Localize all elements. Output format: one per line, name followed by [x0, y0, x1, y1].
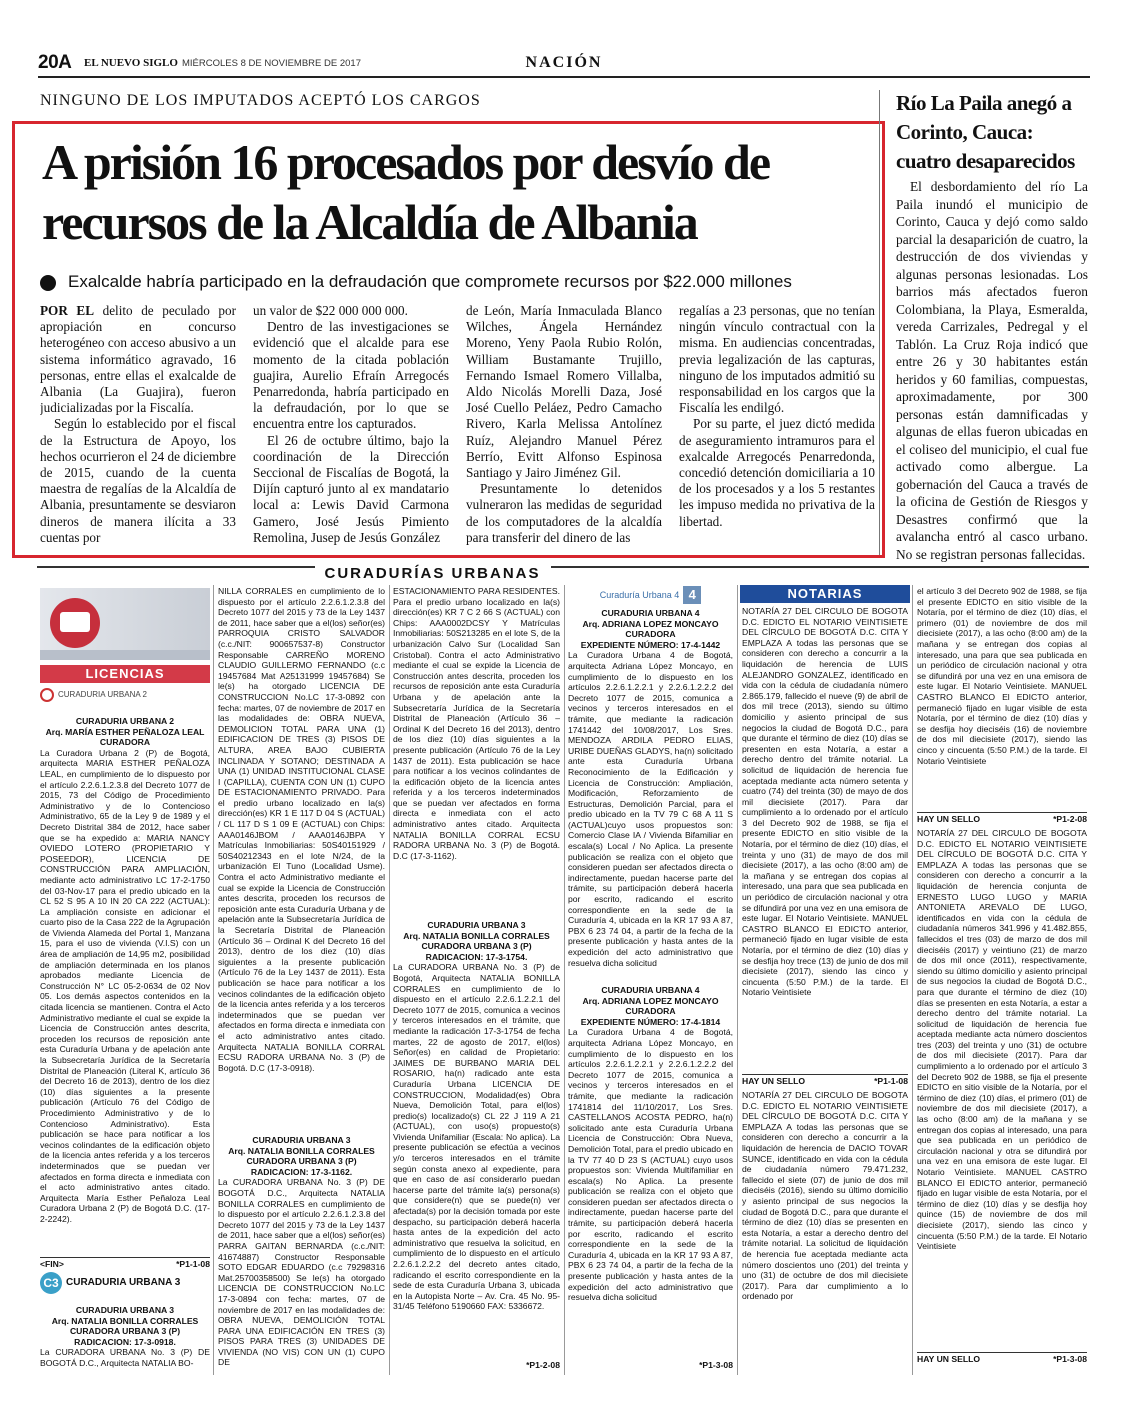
curaduria-4-logo: Curaduría Urbana 4 4	[568, 586, 733, 606]
article-column-3	[466, 303, 662, 548]
ad-curaduria-2: CURADURIA URBANA 2 Arq. MARÍA ESTHER PEÑALOZA LEAL CURADORA La Curadora Urbana 2 (P) de Bogotá, arquitecta MARIA ESTHER PEÑALOZA LEAL, en cumplimiento de lo dispuesto por el artículo 2.2.6.1.2.3.8 del Decreto 1077 de 2015, 73 del Código de Procedimiento Administrativo y de lo Contencioso Administrativo, 65 de la Ley 9 de 1989 y el Decreto Distrital 384 de 2012, hace saber que se ha expedido a: MARIA NANCY OVIEDO LOTERO (PROPIETARIO Y POSEEDOR), LICENCIA DE CONSTRUCCIÓN PARA AMPLIACIÓN, mediante acto administrativo LC 17-2-1750 del 03-Nov-17 para el predio ubicado en la CL 52 S 95 A 10 IN 20 CA 222 (ACTUAL): La ampliación consiste en adicionar el cuarto piso de la Casa 222 de la Agrupación de Vivienda Alameda del Portal 1, Manzana 15, para el uso de vivienda (V.I.S) con un área de ampliación de 14,95 m2, posibilidad de ampliación determinada en los planos aprobados mediante Licencia de Construcción N° LC 05-2-0634 de 02 Nov 05. Los demás aspectos contenidos en la citada licencia se mantienen. Contra el Acto Administrativo mediante el cual se expide la Licencia de Construcción antes descrita, proceden los recursos de reposición ante esta Curaduría Urbana y de apelación ante la Subsecretaría Jurídica de la Secretaría Distrital de Planeación (Literal K, artículo 36 del Decreto 16 de 2013), dentro de los diez (10) días siguientes a la presente publicación (Artículo 76 del Código de Procedimiento Administrativo y de lo Contencioso Administrativo). Esta publicación se hace para notificar a los vecinos colindantes de la edificación objeto de la licencia antes referida y a los terceros indeterminados que se puedan ver afectados en forma directa e inmediata con el acto administrativo antes citado. Arquitecta María Esther Peñaloza Leal Curadora Urbana 2 (P) de Bogotá D.C. (17-2-2242).	[40, 716, 210, 1224]
article-column-2	[253, 303, 449, 548]
ad-curaduria-3-d: ESTACIONAMIENTO PARA RESIDENTES. Para el predio urbano localizado en la(s) dirección(es) KR 7 C 2 66 S (ACTUAL) con Chips: AAA0002DCSY Y Matrículas Inmobiliarias: 50S213285 en el lote S, de la urbanización Calvo Sur (Localidad San Cristobal). Contra el acto Administrativo mediante el cual se expide la Licencia de Construcción antes descrita, proceden los recursos de reposición ante esta Curaduría Urbana y de apelación ante la Subsecretaría Jurídica de la Secretaría Distrital de Planeación (Artículo 36 – Ordinal K del Decreto 16 del 2013), dentro de los diez (10) días siguientes a la presente publicación (Artículo 76 de la Ley 1437 de 2011). Esta publicación se hace para notificar a los vecinos colindantes de la edificación objeto de la licencia antes referida y a los terceros indeterminados que se puedan ver afectados en forma directa e inmediata con el acto administrativo antes citado. Arquitecta NATALIA BONILLA CORRAL ECSU RADORA URBANA No. 3 (P) de Bogotá. D.C (17-3-1162).	[393, 586, 560, 861]
column-rule	[737, 585, 738, 1375]
ad-notaria-3: NOTARÍA 27 DEL CIRCULO DE BOGOTA D.C. EDICTO EL NOTARIO VEINTISIETE DEL CÍRCULO DE BOGOTÁ D.C. CITA Y EMPLAZA A todas las personas que se consideren con derecho a concurrir a la liquidación de herencia conjunta de ERNESTO LUGO LUGO y MARIA ANTONIETA AREVALO DE LUGO, identificados en vida con la cédula de ciudadanía números 341.996 y 41.482.855, fallecidos el tres (03) de marzo de dos mil dieciséis (2017) y veintiuno (21) de marzo de dos mil once (2011), respectivamente, siendo su último domicilio y asiento principal de sus negocios la ciudad de Bogotá D.C., para que durante el término de diez (10) días se presenten en esta Notaría, a estar a derecho dentro del trámite notarial. La solicitud de liquidación de herencia fue aceptada mediante acta número doscientos tres (203) del treinta y uno (31) de octubre de dos mil diecisiete (2017). Para dar cumplimiento a lo ordenado por el artículo 3 del Decreto 902 de 1988, se fija el presente EDICTO en sitio visible de la Notaría, por el término de diez (10) días, el primero (01) de noviembre de dos mil diecisiete (2017), a las ocho (8:00 am) de la mañana y se entregan dos copias al interesado, una para que sea publicada en un periódico de circulación nacional y otra se difundirá por una vez en una emisora de este lugar. El Notario Veintisiete. MANUEL CASTRO BLANCO El EDICTO anterior, permaneció fijado en lugar visible de esta Notaría, por el término de diez (10) días y se desfija hoy quince (15) de noviembre de dos mil diecisiete (2017), siendo las cinco y cincuenta (5:50 P.M.) de la tarde. El Notario Veintisiete	[917, 828, 1087, 1252]
article-text: regalías a 23 personas, que no tenían ningún vínculo contractual con la misma. En audiencias concentradas, previa legalización de las capturas, ninguno de los imputados admitió su responsabilidad en los cargos que la Fiscalía les endilgó.	[679, 303, 875, 416]
deck	[40, 271, 885, 295]
licencias-image	[40, 588, 210, 660]
page-number: 20A	[38, 52, 72, 73]
notarias-badge: NOTARIAS	[740, 585, 910, 603]
curaduria-3-logo: C3 CURADURIA URBANA 3	[40, 1272, 210, 1302]
curaduria-2-logo: CURADURIA URBANA 2	[40, 688, 210, 713]
bullet-icon	[40, 275, 56, 291]
ad-notaria-2: NOTARÍA 27 DEL CIRCULO DE BOGOTA D.C. EDICTO EL NOTARIO VEINTISIETE DEL CÍRCULO DE BOGOTÁ D.C. CITA Y EMPLAZA A todas las personas que se consideren con derecho a concurrir a la liquidación de herencia de DACIO TOVAR SUNCE, identificado en vida con la cédula de ciudadanía número 79.471.232, fallecido el siete (07) de junio de dos mil dieciséis (2016), siendo su último domicilio y asiento principal de sus negocios la ciudad de Bogotá D.C., para que durante el término de diez (10) días se presenten en esta Notaría, a estar a derecho dentro del trámite notarial. La solicitud de liquidación de herencia fue aceptada mediante acta número doscientos uno (201) del treinta y uno (31) de octubre de dos mil diecisiete (2017). Para dar cumplimiento a lo ordenado por	[742, 1090, 908, 1302]
curaduria-logo-icon	[40, 688, 54, 702]
ad-footer: *P1-2-08	[526, 1360, 560, 1370]
lead-label: POR EL	[40, 303, 95, 318]
article-text: Según lo establecido por el fiscal de la Estructura de Apoyo, los hechos ocurrieron el 24 de diciembre de 2015, cuando de la cuenta maestra de regalías de la Alcaldía de Albania, presuntamente se desviaron dineros de manera ilícita a 33 cuentas por	[40, 416, 236, 545]
article-text: Dentro de las investigaciones se evidenció que el alcalde para ese momento de la citada población guajira, Aurelio Efraín Arregocés Penarredonda, habría participado en la defraudación, por lo que se encuentra entre los capturados.	[253, 319, 449, 432]
ad-curaduria-3-c: CURADURIA URBANA 3 Arq. NATALIA BONILLA CORRALES CURADORA URBANA 3 (P) RADICACION: 17-3-1162. La CURADORA URBANA No. 3 (P) DE BOGOTÁ D.C., Arquitecta NATALIA BONILLA CORRALES en cumplimiento de lo dispuesto por el artículo 2.2.6.1.2.3.8 del Decreto 1077 del 2015 y 73 de la Ley 1437 de 2011, hace saber que a el(los) señor(es) PARRA GAITAN BERNARDA (c.c./NIT: 41674887) Constructor Responsable SOTO EDGAR EDUARDO (c.c 79298316 Mat.25700358500) Se le(s) ha otorgado LICENCIA DE CONSTRUCCION No.LC 17-3-0894 con fecha: martes, 07 de noviembre de 2017 en las modalidades de: OBRA NUEVA, DEMOLICIÓN TOTAL PARA UNA EDIFICACIÓN EN TRES (3) PISOS PARA TRES (3) UNIDADES DE VIVIENDA (NO VIS) CON UN (1) CUPO DE	[218, 1135, 385, 1368]
ad-notaria-1-cont: el artículo 3 del Decreto 902 de 1988, se fija el presente EDICTO en sitio visible de la Notaría, por el término de diez (10) días, el primero (01) de noviembre de dos mil diecisiete (2017), a las ocho (8:00 am) de la mañana y se entregan dos copias al interesado, una para que sea publicada en un periódico de circulación nacional y otra se difundirá por una vez en una emisora de este lugar. El Notario Veintisiete. MANUEL CASTRO BLANCO El EDICTO anterior, permaneció fijado en lugar visible de esta Notaría, por el término de diez (10) días y se desfija hoy dieciséis (16) de noviembre de dos mil diecisiete (2017), siendo las cinco y cincuenta (5:50 P.M.) de la tarde. El Notario Veintisiete	[917, 586, 1087, 766]
article-text: de León, María Inmaculada Blanco Wilches, Ángela Hernández Moreno, Yeny Paola Rubio Rolón, William Bustamante Trujillo, Fernando Ismael Romero Villalba, Aldo Nicolás Morelli Daza, José José Cuello Peláez, Pedro Camacho Rivero, Karla Melissa Antolínez Ruíz, Alejandro Manuel Pérez Berrío, Evitt Alfonso Espinosa Santiago y Jairo Jiménez Gil.	[466, 303, 662, 481]
article-text: Presuntamente lo detenidos vulneraron las medidas de seguridad de los computadores de la alcaldía para transferir del dinero de las	[466, 481, 662, 545]
ad-curaduria-4-a: CURADURIA URBANA 4 Arq. ADRIANA LOPEZ MONCAYO CURADORA EXPEDIENTE NÚMERO: 17-4-1442 La Curadora Urbana 4 de Bogotá, arquitecta Adriana López Moncayo, en cumplimiento de lo dispuesto en los artículos 2.2.6.1.2.2.1 y 2.2.6.1.2.2.2 del Decreto 1077 de 2015, comunica a vecinos y terceros interesados en el trámite, que mediante la radicación 1741442 del 10/08/2017, Los Sres. MENDOZA ARDILA PEDRO ELIAS, URIBE DUEÑAS GLADYS, ha(n) solicitado ante esta Curaduría Urbana Reconocimiento de la Edificación y Licencia de Construcción: Ampliación, Modificación, Reforzamiento de Estructuras, Demolición Parcial, para el predio ubicado en la TV 79 C 68 A 11 S (ACTUAL)cuyo usos propuestos son: Comercio Clase IA / Vivienda Bifamiliar en escala(s) Local / No Aplica. La presente publicación se realiza con el objeto que consideren puedan ser afectados directa o indirectamente, puedan hacerse parte del trámite, su participación deberá hacerla por escrito, radicando el escrito correspondiente en la sede de la Curaduría 4, ubicada en la KR 17 93 A 87, PBX 6 23 74 04, a partir de la fecha de la presente publicación y hasta antes de la expedición del acto administrativo que resuelva dicha solicitud	[568, 608, 733, 968]
ad-curaduria-3-b: NILLA CORRALES en cumplimiento de lo dispuesto por el artículo 2.2.6.1.2.3.8 del Decreto 1077 del 2015 y 73 de la Ley 1437 de 2011, hace saber que a el(los) señor(es) PARROQUIA CRISTO SALVADOR (c.c./NIT: 900657537-8) Constructor Responsable CARREÑO MORENO CLAUDIO GUILLERMO FERNANDO (c.c 19457684 Mat A25131999 19457684) Se le(s) ha otorgado LICENCIA DE CONSTRUCCION No.LC 17-3-0892 con fecha: martes, 07 de noviembre de 2017 en las modalidades de: OBRA NUEVA, DEMOLICION TOTAL PARA UNA (1) EDIFICACION DE TRES (3) PISOS DE ALTURA, AREA BAJO CUBIERTA INCLINADA Y SOTANO; DESTINADA A UNA (1) UNIDAD INSTITUCIONAL CLASE I (CAPILLA), CUENTA CON UN (1) CUPO DE ESTACIONAMIENTO PRIVADO. Para el predio urbano localizado en la(s) dirección(es) KR 1 E 117 D 04 S (ACTUAL) / CL 117 D S 1 09 E (ACTUAL) con Chips: AAA0146JBOM / AAA0146JBPA Y Matrículas Inmobiliarias: 50S40151929 / 50S40212343 en el lote N/24, de la urbanización El Tuno (Localidad Usme). Contra el acto Administrativo mediante el cual se expide la Licencia de Construcción antes descrita, proceden los recursos de reposición ante esta Curaduría Urbana y de apelación ante la Subsecretaría Jurídica de la Secretaría Distrital de Planeación (Artículo 36 – Ordinal K del Decreto 16 del 2013), dentro de los diez (10) días siguientes a la presente publicación (Artículo 76 de la Ley 1437 de 2011). Esta publicación se hace para notificar a los vecinos colindantes de la edificación objeto de la licencia antes referida y a los terceros indeterminados que se puedan ver afectados en forma directa e inmediata con el acto administrativo antes citado. Arquitecta NATALIA BONILLA CORRAL ECSU RADORA URBANA No. 3 (P) de Bogotá. D.C (17-3-0918).	[218, 586, 385, 1073]
newspaper-name: EL NUEVO SIGLO	[84, 57, 178, 69]
deck-text: Exalcalde habría participado en la defraudación que compromete recursos por $22.000 millones	[68, 272, 792, 291]
sidebar-divider	[879, 90, 880, 555]
article-column-1	[40, 303, 236, 548]
column-rule	[564, 585, 565, 1375]
ad-footer: <FIN> *P1-1-08	[40, 1259, 210, 1269]
article-column-4	[679, 303, 875, 548]
masthead	[38, 52, 1090, 78]
ad-notaria-1: NOTARÍA 27 DEL CIRCULO DE BOGOTA D.C. EDICTO EL NOTARIO VEINTISIETE DEL CÍRCULO DE BOGOTÁ D.C. CITA Y EMPLAZA A todas las personas que se consideren con derecho a concurrir a la liquidación de herencia de LUIS ALEJANDRO GONZALEZ, identificado en vida con la cédula de ciudadanía número 2.865.179, fallecido el nueve (9) de abril de dos mil trece (2013), siendo su último domicilio y asiento principal de sus negocios la ciudad de Bogotá D.C., para que durante el término de diez (10) días se presenten en esta Notaría, a estar a derecho dentro del trámite notarial. La solicitud de liquidación de herencia fue aceptada mediante acta número setenta y cuatro (74) del treinta (30) de mayo de dos mil diecisiete (2017). Para dar cumplimiento a lo ordenado por el artículo 3 del Decreto 902 de 1988, se fija el presente EDICTO en sitio visible de la Notaría, por el término de diez (10) días, el treinta y uno (31) de mayo de dos mil diecisiete (2017), a las ocho (8:00 am) de la mañana y se entregan dos copias al interesado, una para que sea publicada en un periódico de circulación nacional y otra se difundirá por una vez en una emisora de este lugar. El Notario Veintisiete. MANUEL CASTRO BLANCO El EDICTO anterior, permaneció fijado en lugar visible de esta Notaría, por el término de diez (10) días y se desfija hoy trece (13) de junio de dos mil diecisiete (2017), siendo las cinco y cincuenta (5:50 P.M.) de la tarde. El Notario Veintisiete	[742, 606, 908, 998]
column-rule	[389, 585, 390, 1375]
ad-curaduria-4-b: CURADURIA URBANA 4 Arq. ADRIANA LOPEZ MONCAYO CURADORA EXPEDIENTE NÚMERO: 17-4-1814 La Curadora Urbana 4 de Bogotá, arquitecta Adriana López Moncayo, en cumplimiento de lo dispuesto en los artículos 2.2.6.1.2.2.1 y 2.2.6.1.2.2.2 del Decreto 1077 de 2015, comunica a vecinos y terceros interesados en el trámite, que mediante la radicación 1741814 del 11/10/2017, Los Sres. CASTELLANOS ACOSTA PEDRO, ha(n) solicitado ante esta Curaduría Urbana Licencia de Construcción: Obra Nueva, Demolición Total, para el predio ubicado en la TV 77 40 D 23 S (ACTUAL) cuyo usos propuestos son: Vivienda Multifamiliar en escala(s) No Aplica. La presente publicación se realiza con el objeto que consideren puedan ser afectados directa o indirectamente, puedan hacerse parte del trámite, su participación deberá hacerla por escrito, radicando el escrito correspondiente en la sede de la Curaduría 4, ubicada en la KR 17 93 A 87, PBX 6 23 74 04, a partir de la fecha de la presente publicación y hasta antes de la expedición del acto administrativo que resuelva dicha solicitud	[568, 985, 733, 1303]
ad-footer: HAY UN SELLO *P1-1-08	[742, 1076, 908, 1086]
column-rule	[213, 585, 214, 1375]
article-text: Por su parte, el juez dictó medida de aseguramiento intramuros para el exalcalde Arregocés Penarredonda, concedió detención domiciliaria a 10 de los procesados y a los 5 restantes les impuso medida no privativa de la libertad.	[679, 416, 875, 529]
section-name: NACIÓN	[525, 54, 603, 71]
issue-date: MIÉRCOLES 8 DE NOVIEMBRE DE 2017	[182, 58, 361, 69]
ad-footer: HAY UN SELLO *P1-3-08	[917, 1354, 1087, 1364]
classifieds-title: CURADURÍAS URBANAS	[0, 565, 865, 582]
licencias-badge: LICENCIAS	[40, 665, 210, 683]
column-rule	[912, 585, 913, 1375]
ad-curaduria-3-a: CURADURIA URBANA 3 Arq. NATALIA BONILLA CORRALES CURADORA URBANA 3 (P) RADICACION: 17-3-0918. La CURADORA URBANA No. 3 (P) DE BOGOTÁ D.C., Arquitecta NATALIA BO-	[40, 1305, 210, 1368]
article-text: El 26 de octubre último, bajo la coordinación de la Dirección Seccional de Fiscalías de Bogotá, la Dijín capturó junto al ex mandatario local a: Lewis David Carmona Gamero, José Jesús Pimiento Remolina, Jusep de Jesús González	[253, 432, 449, 545]
ad-footer: HAY UN SELLO *P1-2-08	[917, 814, 1087, 824]
sidebar-body: El desbordamiento del río La Paila inundó el municipio de Corinto, Cauca y dejó como saldo parcial la desaparición de cuatro, la destrucción de dos viviendas y algunas personas lesionadas. Los barrios más afectados fueron Colombiana, la Playa, Esmeralda, vereda Carrizales, Pedregal y el Tablón. La Cruz Roja indicó que entre 26 y 30 habitantes están heridos y 60 familias, compuestas, aproximadamente, por 300 personas están damnificadas y algunas de ellas fueron ubicadas en el coliseo del municipio, el cual fue activado como albergue. La gobernación del Cauca a través de la oficina de Gestión de Riesgos y Desastres confirmó que la avalancha entró al casco urbano. No se registran personas fallecidas.	[896, 179, 1088, 562]
headline: A prisión 16 procesados por desvío de recursos de la Alcaldía de Albania	[42, 134, 770, 250]
article-body	[40, 303, 875, 548]
ad-curaduria-3-e: CURADURIA URBANA 3 Arq. NATALIA BONILLA CORRALES CURADORA URBANA 3 (P) RADICACION: 17-3-1754. La CURADORA URBANA No. 3 (P) de Bogotá, Arquitecta NATALIA BONILLA CORRALES en cumplimiento de lo dispuesto en el artículo 2.2.6.1.2.2.1 del Decreto 1077 de 2015, comunica a vecinos y terceros interesados en el trámite, que mediante la radicación 17-3-1754 de fecha martes, 22 de agosto de 2017, el(los) Señor(es) en calidad de Propietario: JAIMES DE BURBANO MARIA DEL ROSARIO, ha(n) radicado ante esta Curaduría Urbana LICENCIA DE CONSTRUCCION, Modalidad(es) Obra Nueva, Demolición Total, para el(los) predio(s) localizado(s) CL 22 J 119 A 21 (ACTUAL), con uso(s) propuesto(s) Vivienda Unifamiliar (Escala: No aplica). La presente publicación se efectúa a vecinos y/o terceros interesados en el trámite según consta anexo al expediente, para que en caso de así considerarlo puedan hacerse parte del trámite la(s) persona(s) que considere(n) que se puede(n) ver afectada(s) por la decisión tomada por este despacho, su participación deberá hacerla hasta antes de la expedición del acto administrativo que resuelva la solicitud, en cumplimiento de lo dispuesto en el artículo 2.2.6.1.2.2.2 del decreto antes citado, radicando el escrito correspondiente en la sede de esta Curaduría Urbana 3, ubicada en la Autopista Norte – Av. Cra. 45 No. 95-31/45 Teléfono 5190660 FAX: 5336672.	[393, 920, 560, 1312]
article-text: un valor de $22 000 000 000.	[253, 303, 408, 318]
c3-logo-icon: C3	[40, 1272, 62, 1294]
kicker: NINGUNO DE LOS IMPUTADOS ACEPTÓ LOS CARGOS	[40, 92, 481, 109]
article-text: delito de peculado por apropiación en concurso heterogéneo con acceso abusivo a un sistema informático agravado, 16 personas, entre ellas el exalcalde de Albania (La Guajira), fueron judicializadas por la Fiscalía.	[40, 303, 236, 416]
sidebar-title: Río La Paila anegó a Corinto, Cauca: cuatro desaparecidos	[896, 91, 1075, 173]
ad-footer: *P1-3-08	[699, 1360, 733, 1370]
number-4-logo-icon: 4	[683, 586, 701, 604]
